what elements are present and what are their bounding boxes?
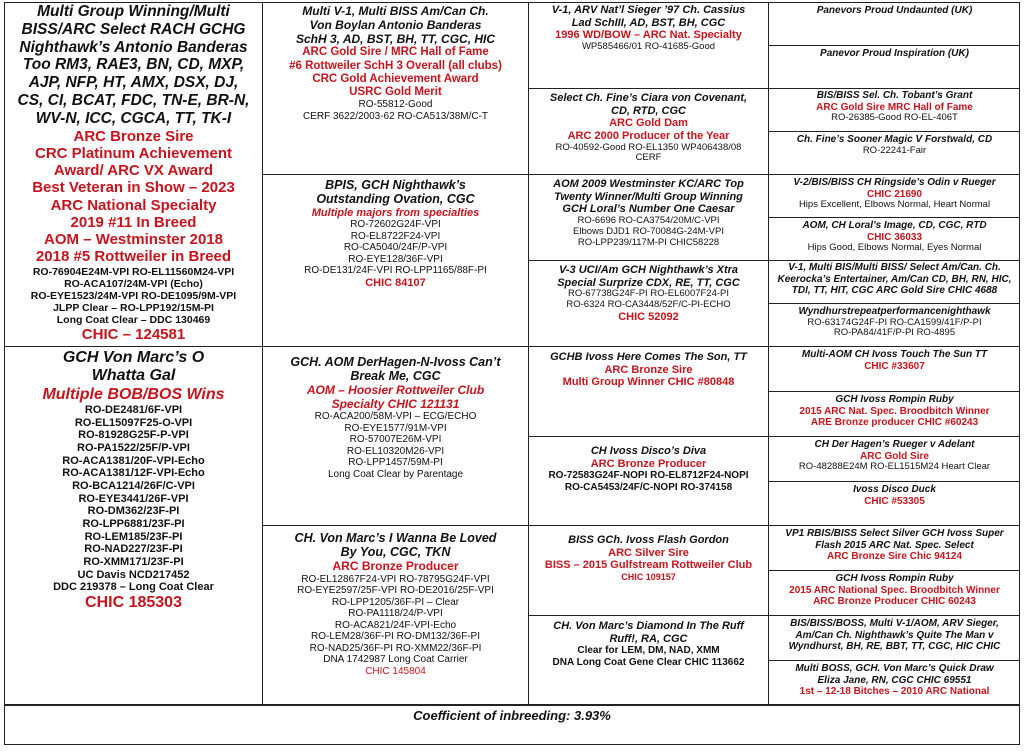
pedigree-line: RO-NAD25/36F-PI RO-XMM22/36F-PI [309, 642, 482, 654]
pedigree-line: 1st – 12-18 Bitches – 2010 ARC National [799, 686, 990, 697]
pedigree-line: DNA Long Coat Gene Clear CHIC 113662 [552, 656, 745, 668]
pedigree-line: CHIC #53305 [864, 495, 925, 507]
pedigree-line: Am/Can Ch. Nighthawk’s Quite The Man v [795, 629, 994, 641]
pedigree-line: SchH 3, AD, BST, BH, TT, CGC, HIC [295, 31, 496, 46]
pedigree-line: RO-DM362/23F-PI [87, 505, 180, 518]
pedigree-line: Specialty CHIC 121131 [331, 396, 460, 411]
pedigree-line: RO-26385-Good RO-EL-406T [831, 112, 958, 123]
pedigree-line: RO-EYE1523/24M-VPI RO-DE1095/9M-VPI [30, 289, 237, 302]
pedigree-line: ARC Bronze Sire [73, 127, 194, 145]
pedigree-line: #6 Rottweiler SchH 3 Overall (all clubs) [289, 59, 502, 72]
pedigree-line: RO-57007E26M-VPI [349, 434, 442, 446]
gen4-cell-15 [769, 616, 1020, 661]
pedigree-line: RO-EYE1577/91M-VPI [344, 422, 447, 434]
pedigree-line: RO-EYE2597/25F-VPI RO-DE2016/25F-VPI [297, 585, 494, 597]
paternal-granddam-cell [263, 175, 529, 347]
pedigree-line: RO-81928G25F-P-VPI [78, 429, 189, 442]
pedigree-line: Clear for LEM, DM, NAD, XMM [577, 645, 720, 657]
pedigree-line: CH Der Hagen’s Rueger v Adelant [814, 439, 975, 450]
pedigree-line: TDI, TT, HIT, CGC ARC Gold Sire CHIC 4688 [791, 285, 998, 296]
pedigree-line: AOM, CH Loral’s Image, CD, CGC, RTD [802, 220, 987, 231]
pedigree-line: RO-CA5453/24F/C-NOPI RO-374158 [564, 481, 733, 493]
pedigree-line: 2015 ARC Nat. Spec. Broodbitch Winner [799, 405, 990, 417]
pedigree-line: GCHB Ivoss Here Comes The Son, TT [550, 351, 747, 363]
pedigree-line: DNA 1742987 Long Coat Carrier [323, 654, 468, 666]
pedigree-line: CHIC 84107 [365, 276, 426, 289]
gen4-cell-12 [769, 482, 1020, 526]
pedigree-line: AOM 2009 Westminster KC/ARC Top [553, 178, 744, 190]
pedigree-line: Award/ ARC VX Award [53, 162, 214, 180]
gen3-cell-8 [529, 616, 769, 705]
pedigree-line: Whatta Gal [91, 367, 176, 385]
pedigree-line: CHIC 21690 [866, 188, 923, 200]
pedigree-line: Ivoss Disco Duck [853, 484, 936, 495]
pedigree-line: RO-LPP239/117M-PI CHIC58228 [577, 236, 720, 248]
pedigree-line: GCH Loral’s Number One Caesar [562, 203, 735, 216]
paternal-grandsire-cell [263, 3, 529, 175]
pedigree-line: RO-ACA107/24M-VPI (Echo) [64, 277, 203, 290]
gen4-cell-8 [769, 304, 1020, 347]
pedigree-line: RO-67738G24F-PI RO-EL6007F24-PI [567, 288, 730, 300]
gen4-cell-11 [769, 437, 1020, 482]
pedigree-line: Hips Good, Elbows Normal, Eyes Normal [807, 242, 982, 253]
pedigree-line: CRC Gold Achievement Award [312, 72, 479, 85]
gen4-cell-14 [769, 571, 1020, 616]
pedigree-line: Select Ch. Fine’s Ciara von Covenant, [549, 92, 748, 104]
pedigree-line: Ch. Fine’s Sooner Magic V Forstwald, CD [796, 134, 993, 145]
gen4-cell-9 [769, 347, 1020, 392]
pedigree-line: ARC Bronze Sire Chic 94124 [826, 551, 963, 562]
pedigree-line: Twenty Winner/Multi Group Winning [554, 190, 743, 203]
pedigree-line: RO-ACA821/24F-VPI-Echo [334, 619, 457, 631]
pedigree-line: Wyndhurst, BH, RE, BBT, TT, CGC, HIC CHIC [788, 641, 1001, 652]
pedigree-line: AOM – Westminster 2018 [44, 231, 223, 249]
pedigree-line: V-2/BIS/BISS CH Ringside’s Odin v Rueger [793, 177, 996, 188]
pedigree-line: ARC Bronze Producer [332, 558, 459, 573]
pedigree-line: ARC Gold Sire MRC Hall of Fame [816, 101, 973, 113]
pedigree-line: CH Ivoss Disco’s Diva [590, 445, 707, 457]
pedigree-line: CERF 3622/2003-62 RO-CA513/38M/C-T [302, 110, 489, 122]
pedigree-line: Best Veteran in Show – 2023 [32, 179, 235, 197]
pedigree-line: GCH Ivoss Rompin Ruby [835, 394, 954, 405]
pedigree-line: Hips Excellent, Elbows Normal, Heart Normal [798, 199, 991, 210]
pedigree-line: CH. Von Marc’s Diamond In The Ruff [553, 620, 744, 632]
pedigree-line: RO-55812-Good [358, 99, 433, 111]
pedigree-line: RO-EL10320M26-VPI [346, 445, 445, 457]
pedigree-line: Multi V-1, Multi BISS Am/Can Ch. [302, 4, 489, 18]
pedigree-line: BIS/BISS/BOSS, Multi V-1/AOM, ARV Sieger, [790, 618, 999, 629]
pedigree-line: Panevors Proud Undaunted (UK) [816, 5, 973, 16]
pedigree-line: CD, RTD, CGC [611, 104, 686, 117]
pedigree-line: RO-XMM171/23F-PI [83, 555, 184, 568]
pedigree-line: RO-PA1522/25F/P-VPI [77, 442, 190, 455]
gen4-cell-16 [769, 661, 1020, 705]
pedigree-line: Multi Group Winning/Multi [37, 3, 230, 20]
pedigree-line: RO-EYE3441/26F-VPI [78, 492, 189, 505]
pedigree-line: Long Coat Clear by Parentage [327, 468, 464, 480]
pedigree-line: RO-ACA1381/12F-VPI-Echo [62, 467, 205, 480]
pedigree-line: Multiple majors from specialties [311, 206, 480, 219]
gen3-cell-1 [529, 3, 769, 89]
gen4-cell-5 [769, 175, 1020, 218]
pedigree-line: V-1, ARV Nat’l Sieger ’97 Ch. Cassius [551, 4, 746, 16]
pedigree-line: CHIC 185303 [85, 593, 182, 611]
pedigree-line: RO-22241-Fair [862, 144, 927, 156]
pedigree-line: Break Me, CGC [350, 369, 441, 384]
pedigree-line: CERF [635, 152, 662, 164]
pedigree-line: RO-63174G24F-PI RO-CA1599/41F/P-PI [807, 316, 982, 328]
pedigree-line: CHIC 52092 [618, 311, 679, 324]
pedigree-line: RO-EL15097F25-O-VPI [74, 416, 193, 429]
pedigree-line: CHIC 145804 [365, 665, 426, 677]
pedigree-line: ARC Silver Sire [608, 546, 689, 559]
pedigree-line: ARE Bronze producer CHIC #60243 [810, 417, 979, 428]
pedigree-line: ARC 2000 Producer of the Year [567, 129, 730, 142]
dam-cell [5, 347, 263, 705]
pedigree-line: Outstanding Ovation, CGC [316, 192, 475, 207]
pedigree-line: RO-DE131/24F-VPI RO-LPP1165/88F-PI [304, 265, 487, 277]
pedigree-line: RO-PA1118/24/P-VPI [348, 608, 443, 620]
pedigree-line: DDC 219378 – Long Coat Clear [53, 581, 214, 594]
pedigree-line: RO-NAD227/23F-PI [84, 543, 183, 556]
pedigree-line: ARC Bronze Producer [590, 457, 707, 470]
pedigree-line: Too RM3, RAE3, BN, CD, MXP, [22, 56, 245, 74]
pedigree-line: WV-N, ICC, CGCA, TT, TK-I [35, 109, 232, 127]
pedigree-line: RO-PA84/41F/P-PI RO-4895 [833, 327, 956, 339]
pedigree-line: GCH Von Marc’s O [62, 349, 205, 366]
gen3-cell-4 [529, 261, 769, 347]
pedigree-line: CRC Platinum Achievement [35, 144, 232, 162]
pedigree-line: AOM – Hoosier Rottweiler Club [306, 382, 485, 397]
gen4-cell-6 [769, 218, 1020, 261]
pedigree-line: V-3 UCI/Am GCH Nighthawk’s Xtra [558, 264, 739, 276]
pedigree-line: CS, CI, BCAT, FDC, TN-E, BR-N, [17, 92, 250, 110]
gen4-cell-13 [769, 526, 1020, 571]
pedigree-line: RO-76904E24M-VPI RO-EL11560M24-VPI [32, 265, 235, 278]
pedigree-line: BIS/BISS Sel. Ch. Tobant’s Grant [816, 90, 973, 101]
pedigree-line: ARC Gold Sire / MRC Hall of Fame [302, 46, 489, 59]
gen3-cell-5 [529, 347, 769, 437]
pedigree-line: ARC Bronze Producer CHIC 60243 [813, 596, 976, 607]
pedigree-line: By You, CGC, TKN [340, 545, 451, 560]
pedigree-line: Eliza Jane, RN, CGC CHIC 69551 [817, 674, 972, 686]
pedigree-line: Elbows DJD1 RO-70084G-24M-VPI [573, 225, 724, 237]
pedigree-line: 2018 #5 Rottweiler in Breed [35, 248, 232, 266]
pedigree-line: RO-LEM28/36F-PI RO-DM132/36F-PI [311, 631, 480, 643]
pedigree-line: USRC Gold Merit [349, 86, 442, 99]
pedigree-line: CH. Von Marc’s I Wanna Be Loved [294, 531, 497, 545]
pedigree-line: RO-EL12867F24-VPI RO-78795G24F-VPI [301, 573, 490, 585]
pedigree-line: BISS – 2015 Gulfstream Rottweiler Club [544, 559, 753, 572]
gen3-cell-6 [529, 437, 769, 526]
pedigree-line: Multi-AOM CH Ivoss Touch The Sun TT [801, 349, 988, 360]
pedigree-table [4, 2, 1020, 745]
pedigree-line: Ruff!, RA, CGC [609, 632, 688, 645]
gen4-cell-3 [769, 89, 1020, 132]
pedigree-line: BISS GCh. Ivoss Flash Gordon [568, 534, 729, 546]
pedigree-line: BPIS, GCH Nighthawk’s [325, 178, 466, 192]
gen4-cell-10 [769, 392, 1020, 437]
pedigree-line: Multi Group Winner CHIC #80848 [562, 376, 735, 389]
pedigree-line: Wyndhurstrepeatperformancenighthawk [798, 306, 991, 317]
pedigree-line: 2019 #11 In Breed [70, 213, 197, 231]
pedigree-line: RO-ACA200/58M-VPI – ECG/ECHO [314, 411, 477, 423]
gen3-cell-2 [529, 89, 769, 175]
pedigree-line: Nighthawk’s Antonio Banderas [19, 38, 248, 56]
pedigree-line: RO-6324 RO-CA3448/52F/C-PI-ECHO [566, 299, 731, 311]
pedigree-line: RO-72602G24F-VPI [350, 219, 441, 231]
pedigree-line: RO-40592-Good RO-EL1350 WP406438/08 [555, 141, 742, 153]
pedigree-line: 2015 ARC National Spec. Broodbitch Winner [789, 584, 1000, 596]
pedigree-line: CHIC #33607 [864, 360, 925, 372]
pedigree-line: RO-LPP6881/23F-PI [82, 517, 185, 530]
pedigree-line: RO-LPP1457/59M-PI [348, 457, 443, 469]
pedigree-line: RO-72583G24F-NOPI RO-EL8712F24-NOPI [548, 470, 749, 482]
pedigree-line: Lad SchIII, AD, BST, BH, CGC [571, 16, 726, 29]
pedigree-line: 1996 WD/BOW – ARC Nat. Specialty [555, 29, 742, 42]
gen4-cell-4 [769, 132, 1020, 175]
maternal-grandsire-cell [263, 347, 529, 526]
pedigree-line: JLPP Clear – RO-LPP192/15M-PI [53, 301, 214, 314]
pedigree-line: ARC Bronze Sire [604, 363, 693, 376]
pedigree-line: RO-LPP1205/36F-PI – Clear [331, 596, 460, 608]
pedigree-line: VP1 RBIS/BISS Select Silver GCH Ivoss Super [785, 528, 1004, 539]
pedigree-line: Multi BOSS, GCH. Von Marc’s Quick Draw [795, 663, 994, 674]
pedigree-line: RO-EL8722F24-VPI [350, 230, 441, 242]
pedigree-line: ARC Gold Dam [609, 117, 688, 130]
pedigree-line: GCH Ivoss Rompin Ruby [835, 573, 954, 584]
gen4-cell-2 [769, 46, 1020, 89]
gen4-cell-1 [769, 3, 1020, 46]
pedigree-line: CHIC – 124581 [81, 326, 186, 343]
footer-text: Coefficient of inbreeding: 3.93% [413, 708, 611, 723]
pedigree-line: CHIC 109157 [621, 571, 676, 582]
pedigree-line: UC Davis NCD217452 [77, 568, 190, 581]
sire-cell [5, 3, 263, 347]
pedigree-line: RO-ACA1381/20F-VPI-Echo [62, 454, 205, 467]
pedigree-line: Multiple BOB/BOS Wins [42, 385, 225, 403]
pedigree-line: RO-LEM185/23F-PI [84, 530, 183, 543]
maternal-granddam-cell [263, 526, 529, 705]
pedigree-line: RO-CA5040/24F/P-VPI [343, 242, 448, 254]
pedigree-line: AJP, NFP, HT, AMX, DSX, DJ, [28, 74, 239, 92]
pedigree-line: Von Boylan Antonio Banderas [309, 17, 482, 32]
pedigree-line: WP585466/01 RO-41685-Good [581, 40, 716, 52]
pedigree-line: Flash 2015 ARC Nat. Spec. Select [815, 539, 974, 551]
gen4-cell-7 [769, 261, 1020, 304]
gen3-cell-7 [529, 526, 769, 616]
pedigree-line: RO-DE2481/6F-VPI [84, 404, 183, 417]
pedigree-line: ARC Gold Sire [860, 450, 929, 462]
pedigree-line: V-1, Multi BIS/Multi BISS/ Select Am/Can. Ch. [788, 262, 1001, 273]
pedigree-line: Long Coat Clear – DDC 130469 [56, 313, 211, 326]
pedigree-line: ARC National Specialty [50, 196, 217, 214]
pedigree-line: RO-48288E24M RO-EL1515M24 Heart Clear [798, 461, 991, 472]
coefficient-of-inbreeding [5, 705, 1019, 746]
pedigree-line: BISS/ARC Select RACH GCHG [21, 20, 246, 38]
pedigree-line: Keerocka’s Entertainer, Am/Can CD, BH, RN, HIC, [777, 273, 1012, 285]
pedigree-line: Panevor Proud Inspiration (UK) [820, 48, 969, 59]
pedigree-line: CHIC 36033 [866, 231, 923, 243]
pedigree-line: RO-6696 RO-CA3754/20M/C-VPI [577, 214, 720, 226]
pedigree-line: Special Surprize CDX, RE, TT, CGC [557, 276, 740, 289]
gen3-cell-3 [529, 175, 769, 261]
pedigree-line: GCH. AOM DerHagen-N-Ivoss Can’t [290, 355, 501, 369]
pedigree-line: RO-EYE128/36F-VPI [348, 253, 443, 265]
pedigree-line: RO-BCA1214/26F/C-VPI [72, 480, 195, 493]
